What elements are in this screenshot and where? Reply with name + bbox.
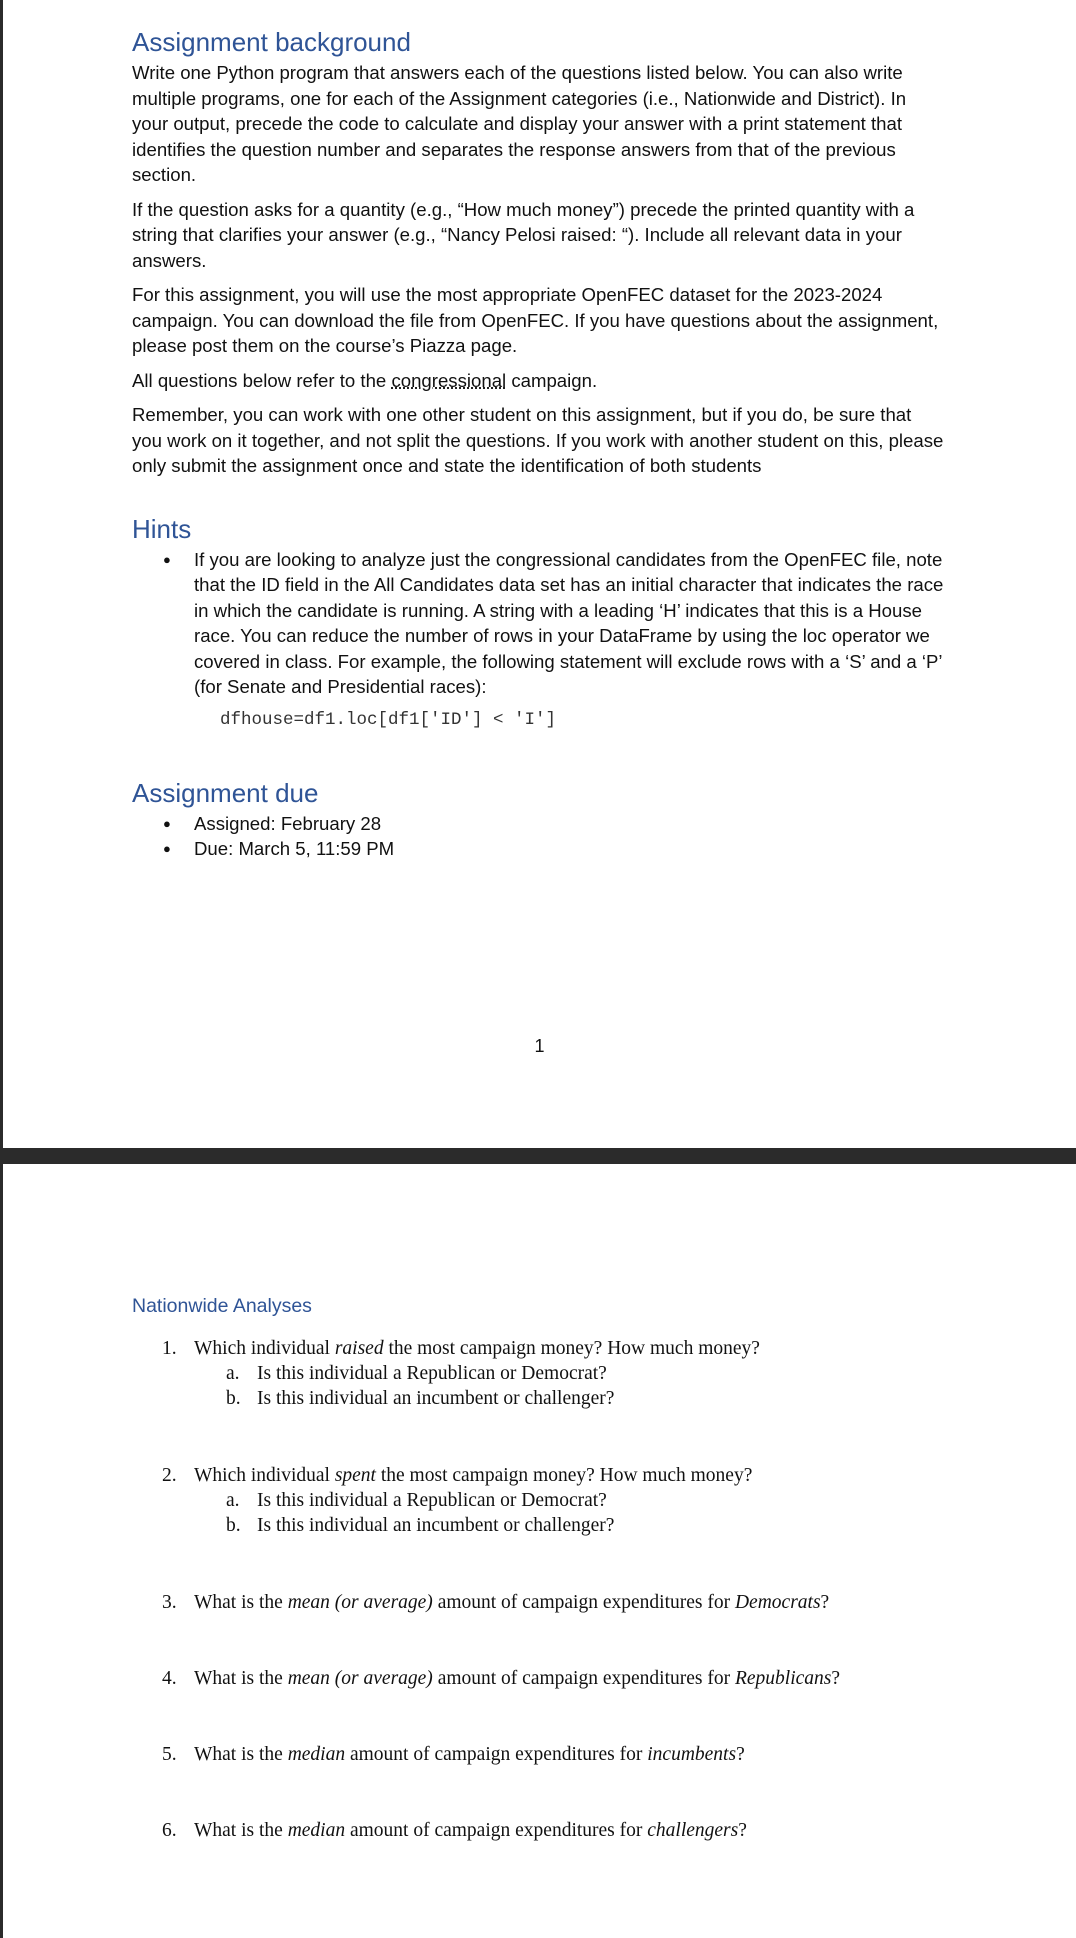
question-number: 6. [162, 1820, 177, 1841]
question-number: 2. [162, 1465, 177, 1486]
text: Is this individual an incumbent or challenger? [257, 1388, 615, 1409]
section-heading-hints: Hints [132, 513, 192, 544]
page-number: 1 [534, 1036, 545, 1056]
text: amount of campaign expenditures for [432, 1668, 735, 1689]
text: Is this individual a Republican or Democrat? [257, 1363, 607, 1384]
text: What is the [194, 1820, 288, 1841]
document-page-2 [3, 1164, 1076, 1938]
paragraph: For this assignment, you will use the most appropriate OpenFEC dataset for the 2023-2024 campaign. You can download the file from OpenFEC. If you have questions about the assignment, please post them on the course’s Piazza page. [132, 284, 939, 356]
emphasis: Republicans [734, 1668, 832, 1689]
question-list [132, 1336, 946, 1843]
text: Is this individual a Republican or Democrat? [257, 1490, 607, 1511]
emphasis: raised [334, 1338, 384, 1359]
text: the most campaign money? How much money? [383, 1338, 760, 1359]
text: campaign. [506, 369, 598, 391]
emphasis: median [287, 1744, 346, 1765]
emphasis: Democrats [734, 1592, 821, 1613]
text: What is the [194, 1744, 288, 1765]
text: ? [736, 1744, 745, 1765]
question-letter: b. [226, 1388, 241, 1409]
emphasis: incumbents [647, 1744, 737, 1765]
emphasis: spent [334, 1465, 376, 1486]
question-number: 3. [162, 1592, 177, 1613]
question-2b [132, 1513, 946, 1538]
text: ? [820, 1592, 830, 1613]
paragraph-congressional [132, 368, 946, 394]
paragraph: Remember, you can work with one other student on this assignment, but if you do, be sure that you work on it together, and not split the questions. If you work with another student on this, please only submit the assignment once and state the identification of both students [132, 404, 944, 476]
text: Is this individual an incumbent or challenger? [257, 1515, 615, 1536]
question-number: 1. [162, 1338, 177, 1359]
nationwide-section [132, 1294, 946, 1843]
question-letter: b. [226, 1515, 241, 1536]
text: All questions below refer to the [132, 369, 392, 391]
section-title-nationwide: Nationwide Analyses [132, 1295, 312, 1317]
text: ? [831, 1668, 841, 1689]
question-5 [132, 1742, 946, 1767]
list-item: ● If you are looking to analyze just the congressional candidates from the OpenFEC file, note that the ID field in the All Candidates data set has an initial character that indicates the race in which the candidate is running. A string with a leading ‘H’ indicates that this is a House race. You can reduce the number of rows in your DataFrame by using the loc operator we covered in class. For example, the following statement will exclude rows with a ‘S’ and a ‘P’ (for Senate and Presidential races): [132, 547, 946, 700]
congressional-word: congressional [391, 369, 507, 391]
text: ? [738, 1820, 747, 1841]
emphasis: mean (or average) [287, 1668, 433, 1689]
text: the most campaign money? How much money? [375, 1465, 753, 1486]
hints-list [132, 547, 946, 700]
paragraph: If the question asks for a quantity (e.g., “How much money”) precede the printed quantity with a string that clarifies your answer (e.g., “Nancy Pelosi raised: “). Include all relevant data in your answers. [132, 198, 915, 271]
emphasis: mean (or average) [287, 1592, 433, 1613]
list-item: ● Due: March 5, 11:59 PM [132, 836, 946, 862]
code-snippet: dfhouse=df1.loc[df1['ID'] < 'I'] [220, 709, 557, 730]
section-heading-background: Assignment background [132, 27, 411, 57]
background-section [132, 26, 946, 862]
question-2 [132, 1463, 946, 1488]
text: What is the [194, 1668, 288, 1689]
emphasis: challengers [647, 1820, 739, 1841]
question-1a [132, 1361, 946, 1386]
section-heading-due: Assignment due [132, 777, 319, 808]
question-letter: a. [226, 1490, 240, 1511]
emphasis: median [287, 1820, 346, 1841]
text: Which individual [194, 1465, 335, 1486]
list-item: ● Assigned: February 28 [132, 811, 946, 837]
text: amount of campaign expenditures for [345, 1820, 648, 1841]
question-2a [132, 1488, 946, 1513]
question-3 [132, 1590, 946, 1615]
question-letter: a. [226, 1363, 240, 1384]
text: amount of campaign expenditures for [432, 1592, 735, 1613]
question-1b [132, 1386, 946, 1411]
question-number: 5. [162, 1744, 177, 1765]
paragraph: Write one Python program that answers each of the questions listed below. You can also write multiple programs, one for each of the Assignment categories (i.e., Nationwide and District). In your output, precede the code to calculate and display your answer with a print statement that identifies the question number and separates the response answers from that of the previous section. [132, 62, 907, 185]
question-1 [132, 1336, 946, 1361]
question-4 [132, 1666, 946, 1691]
text: What is the [194, 1592, 288, 1613]
due-list [132, 811, 946, 862]
question-number: 4. [162, 1668, 177, 1689]
document-page-1 [3, 0, 1076, 1148]
text: amount of campaign expenditures for [345, 1744, 648, 1765]
text: Which individual [194, 1338, 335, 1359]
question-6 [132, 1818, 946, 1843]
